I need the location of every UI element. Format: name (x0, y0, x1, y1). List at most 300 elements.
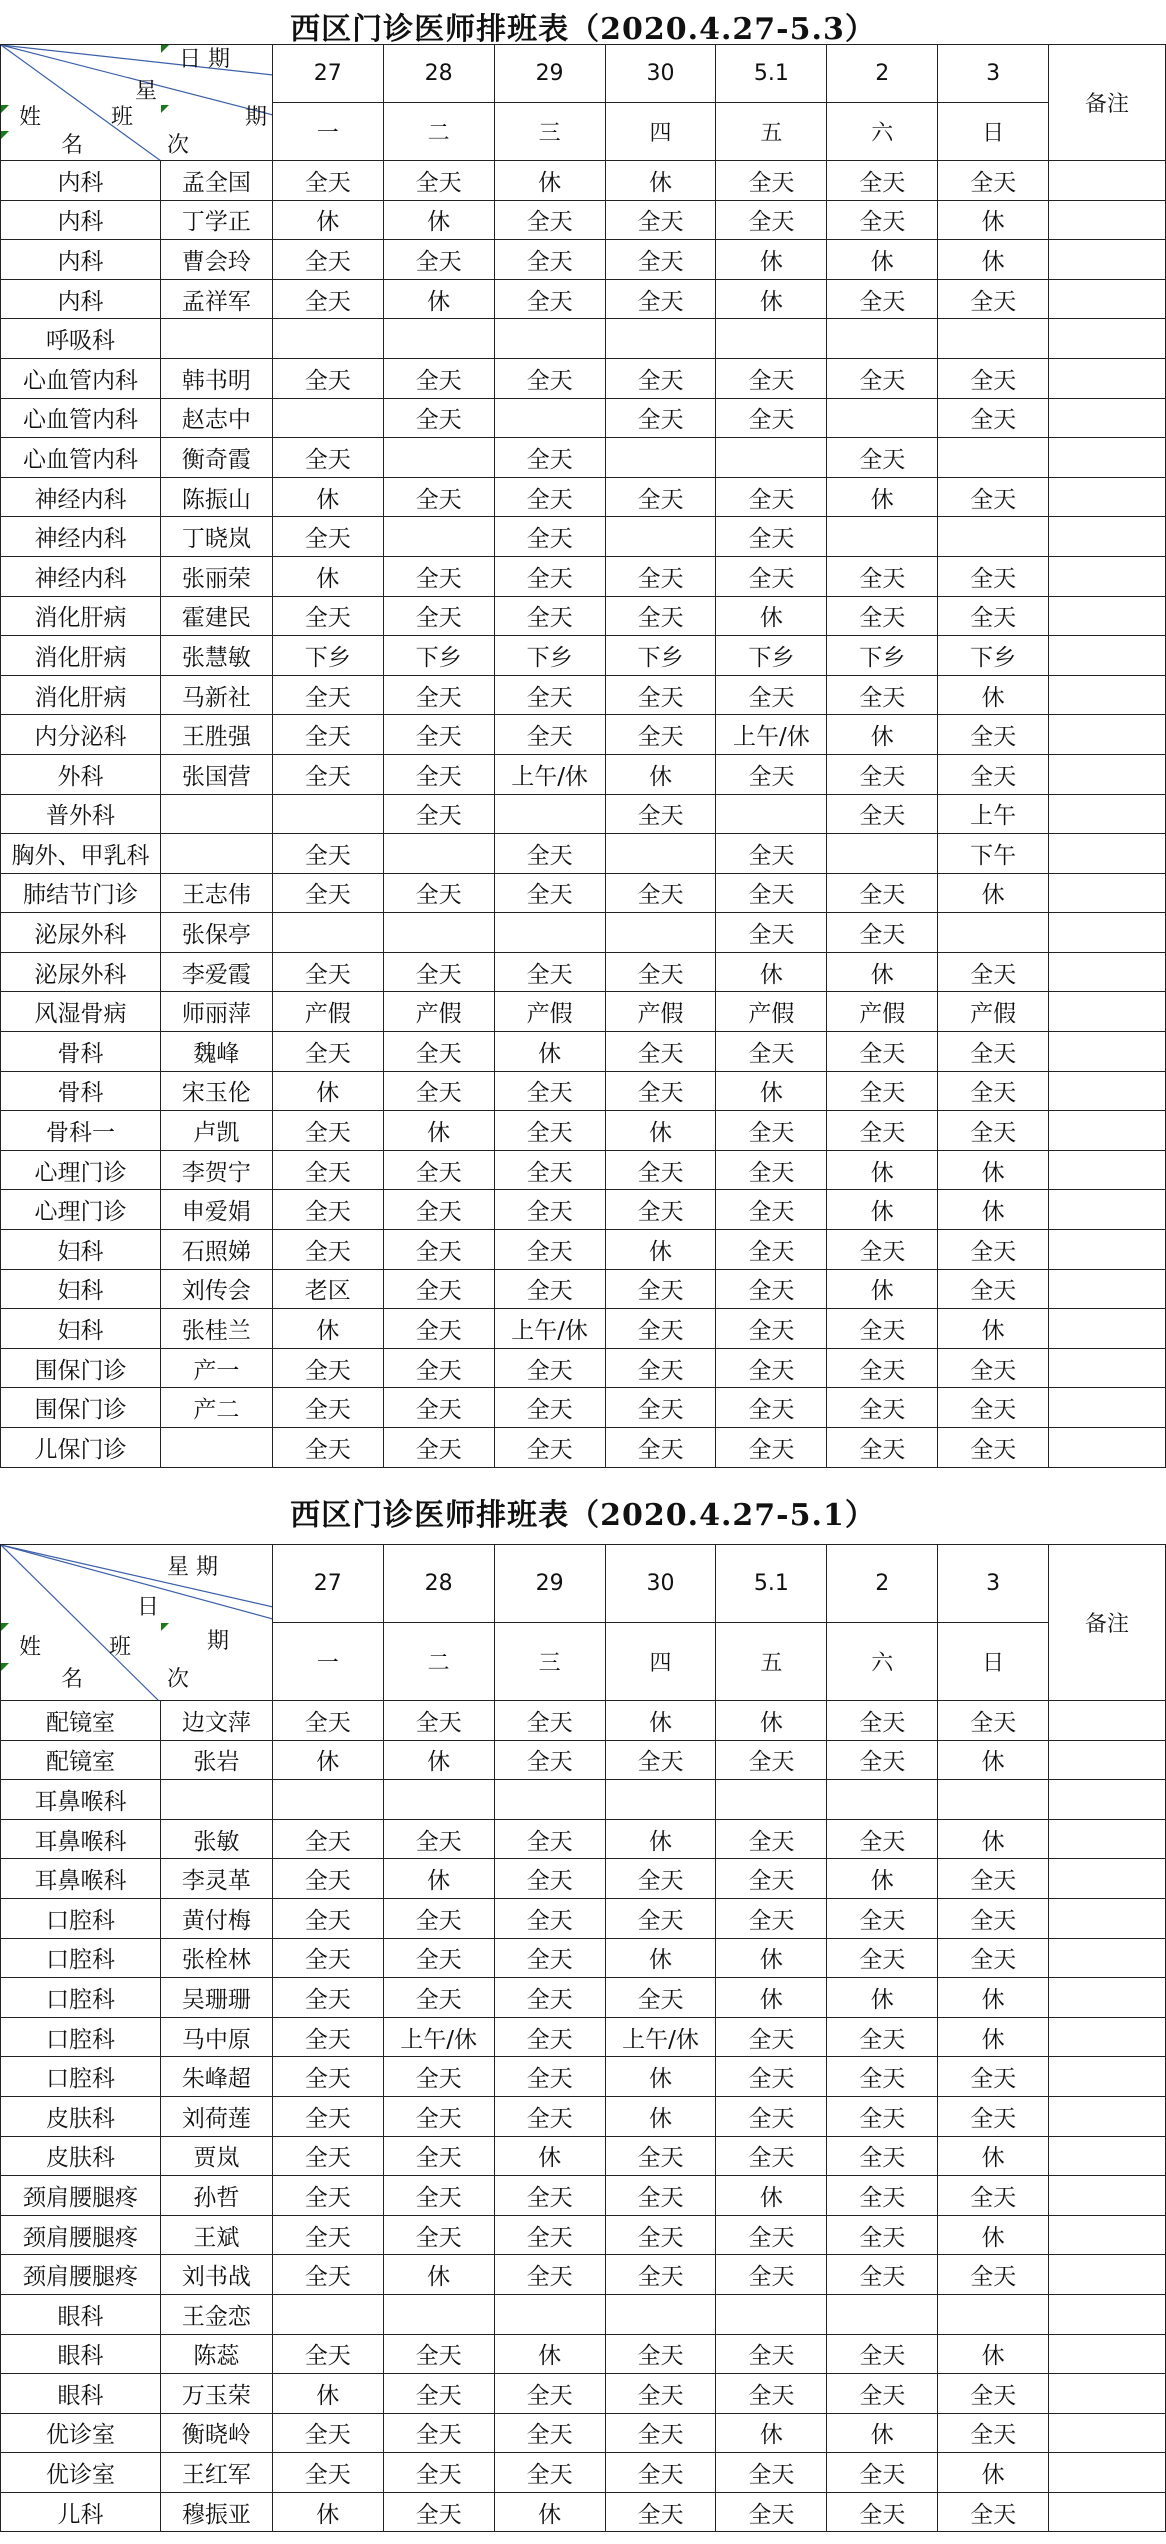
dept-cell: 耳鼻喉科 (1, 1859, 161, 1899)
date-cell: 28 (383, 1545, 494, 1623)
weekday-cell: 四 (605, 1623, 716, 1701)
shift-cell: 全天 (383, 754, 494, 794)
weekday-cell: 三 (494, 103, 605, 161)
shift-cell: 全天 (938, 477, 1049, 517)
shift-cell: 全天 (272, 1150, 383, 1190)
shift-cell: 全天 (827, 1898, 938, 1938)
doctor-name-cell: 孙哲 (160, 2176, 272, 2216)
note-cell (1049, 556, 1166, 596)
table-row (1, 517, 1166, 557)
shift-cell: 全天 (605, 873, 716, 913)
shift-cell: 休 (272, 477, 383, 517)
shift-cell: 全天 (827, 794, 938, 834)
shift-cell: 全天 (494, 2057, 605, 2097)
shift-cell: 全天 (827, 1230, 938, 1270)
corner-week-label: 期 (245, 105, 268, 130)
doctor-name-cell: 丁学正 (160, 200, 272, 240)
shift-cell (272, 319, 383, 359)
shift-cell: 休 (938, 200, 1049, 240)
shift-cell (383, 1780, 494, 1820)
shift-cell: 全天 (383, 1428, 494, 1468)
note-cell (1049, 1819, 1166, 1859)
shift-cell: 全天 (827, 1740, 938, 1780)
shift-cell: 全天 (383, 715, 494, 755)
table1-corner-header (1, 45, 273, 161)
shift-cell: 全天 (605, 1348, 716, 1388)
shift-cell: 全天 (938, 358, 1049, 398)
shift-cell: 休 (272, 1309, 383, 1349)
shift-cell: 全天 (716, 358, 827, 398)
shift-cell: 休 (383, 1740, 494, 1780)
shift-cell (272, 794, 383, 834)
corner-week-label: 期 (207, 1629, 230, 1654)
dept-cell: 消化肝病 (1, 675, 161, 715)
shift-cell (605, 319, 716, 359)
shift-cell: 全天 (716, 1348, 827, 1388)
shift-cell: 全天 (494, 1740, 605, 1780)
note-cell (1049, 1740, 1166, 1780)
dept-cell: 心血管内科 (1, 438, 161, 478)
doctor-name-cell: 王金恋 (160, 2294, 272, 2334)
shift-cell (938, 517, 1049, 557)
corner-name-label-2: 名 (61, 1667, 84, 1692)
shift-cell: 全天 (827, 2492, 938, 2532)
shift-cell: 全天 (716, 2017, 827, 2057)
dept-cell: 内科 (1, 200, 161, 240)
dept-cell: 呼吸科 (1, 319, 161, 359)
shift-cell (494, 2294, 605, 2334)
shift-cell (716, 319, 827, 359)
shift-cell: 全天 (605, 1309, 716, 1349)
shift-cell: 休 (938, 1190, 1049, 1230)
doctor-name-cell: 王斌 (160, 2215, 272, 2255)
dept-cell: 内科 (1, 240, 161, 280)
table-row (1, 2057, 1166, 2097)
shift-cell: 全天 (272, 279, 383, 319)
doctor-name-cell: 张丽荣 (160, 556, 272, 596)
shift-cell: 全天 (494, 1230, 605, 1270)
note-cell (1049, 161, 1166, 201)
corner-shift-label-2: 次 (167, 1667, 190, 1692)
dept-cell: 外科 (1, 754, 161, 794)
table-row (1, 2215, 1166, 2255)
table-row (1, 438, 1166, 478)
shift-cell: 全天 (605, 398, 716, 438)
corner-star-label: 星 (135, 79, 158, 104)
shift-cell (827, 834, 938, 874)
dept-cell: 儿科 (1, 2492, 161, 2532)
note-cell (1049, 319, 1166, 359)
shift-cell: 休 (827, 2413, 938, 2453)
shift-cell: 全天 (383, 1309, 494, 1349)
shift-cell: 休 (827, 240, 938, 280)
shift-cell: 全天 (494, 517, 605, 557)
shift-cell: 休 (383, 1111, 494, 1151)
table-row (1, 2096, 1166, 2136)
shift-cell: 全天 (938, 1071, 1049, 1111)
shift-cell: 全天 (605, 2492, 716, 2532)
shift-cell: 全天 (716, 2492, 827, 2532)
shift-cell: 全天 (494, 240, 605, 280)
shift-cell: 全天 (716, 834, 827, 874)
date-cell: 5.1 (716, 45, 827, 103)
note-cell (1049, 2136, 1166, 2176)
note-cell (1049, 1859, 1166, 1899)
note-cell (1049, 438, 1166, 478)
shift-cell: 全天 (827, 2374, 938, 2414)
shift-cell: 休 (716, 2413, 827, 2453)
shift-cell (494, 794, 605, 834)
table-row (1, 319, 1166, 359)
shift-cell: 全天 (272, 2255, 383, 2295)
shift-cell: 全天 (383, 2453, 494, 2493)
shift-cell: 全天 (605, 477, 716, 517)
shift-cell: 全天 (494, 279, 605, 319)
shift-cell: 全天 (938, 715, 1049, 755)
note-cell (1049, 834, 1166, 874)
weekday-cell: 六 (827, 1623, 938, 1701)
shift-cell: 全天 (494, 952, 605, 992)
shift-cell: 全天 (605, 952, 716, 992)
shift-cell: 全天 (272, 2176, 383, 2216)
doctor-name-cell: 孟祥军 (160, 279, 272, 319)
shift-cell: 全天 (494, 2374, 605, 2414)
shift-cell: 全天 (272, 358, 383, 398)
shift-cell (272, 1780, 383, 1820)
shift-cell: 全天 (605, 2413, 716, 2453)
shift-cell (827, 398, 938, 438)
shift-cell: 全天 (938, 1938, 1049, 1978)
dept-cell: 风湿骨病 (1, 992, 161, 1032)
dept-cell: 神经内科 (1, 477, 161, 517)
shift-cell: 全天 (716, 161, 827, 201)
doctor-name-cell: 刘书战 (160, 2255, 272, 2295)
shift-cell: 全天 (605, 2334, 716, 2374)
shift-cell: 全天 (494, 1111, 605, 1151)
shift-cell (938, 2294, 1049, 2334)
dept-cell: 耳鼻喉科 (1, 1780, 161, 1820)
doctor-name-cell: 张慧敏 (160, 636, 272, 676)
shift-cell: 全天 (494, 1428, 605, 1468)
shift-cell: 全天 (383, 1269, 494, 1309)
dept-cell: 心血管内科 (1, 358, 161, 398)
dept-cell: 眼科 (1, 2374, 161, 2414)
shift-cell: 全天 (272, 1859, 383, 1899)
shift-cell: 休 (938, 2017, 1049, 2057)
shift-cell: 休 (716, 952, 827, 992)
shift-cell: 全天 (605, 358, 716, 398)
shift-cell: 全天 (605, 200, 716, 240)
table-row (1, 556, 1166, 596)
table-row (1, 2136, 1166, 2176)
dept-cell: 骨科一 (1, 1111, 161, 1151)
shift-cell: 全天 (494, 2017, 605, 2057)
dept-cell: 神经内科 (1, 517, 161, 557)
shift-cell: 休 (605, 2057, 716, 2097)
shift-cell: 休 (938, 2136, 1049, 2176)
table-row (1, 873, 1166, 913)
shift-cell: 全天 (494, 358, 605, 398)
shift-cell: 上午/休 (383, 2017, 494, 2057)
doctor-name-cell: 产一 (160, 1348, 272, 1388)
date-cell: 29 (494, 1545, 605, 1623)
shift-cell: 全天 (494, 675, 605, 715)
shift-cell: 全天 (383, 952, 494, 992)
shift-cell: 全天 (605, 240, 716, 280)
shift-cell: 下乡 (827, 636, 938, 676)
table-row (1, 2492, 1166, 2532)
shift-cell: 全天 (272, 2136, 383, 2176)
note-cell (1049, 794, 1166, 834)
shift-cell: 全天 (827, 913, 938, 953)
dept-cell: 肺结节门诊 (1, 873, 161, 913)
shift-cell: 全天 (272, 675, 383, 715)
doctor-name-cell: 魏峰 (160, 1032, 272, 1072)
shift-cell: 全天 (494, 1859, 605, 1899)
shift-cell: 全天 (605, 1269, 716, 1309)
shift-cell: 全天 (716, 2334, 827, 2374)
dept-cell: 泌尿外科 (1, 952, 161, 992)
shift-cell: 全天 (272, 1819, 383, 1859)
shift-cell: 全天 (272, 1111, 383, 1151)
shift-cell: 全天 (938, 754, 1049, 794)
shift-cell: 休 (605, 1938, 716, 1978)
shift-cell: 全天 (938, 1898, 1049, 1938)
doctor-name-cell (160, 1428, 272, 1468)
table2-title: 西区门诊医师排班表（2020.4.27-5.1） (290, 1498, 876, 1533)
date-cell: 2 (827, 1545, 938, 1623)
shift-cell: 全天 (716, 2374, 827, 2414)
shift-cell: 全天 (494, 2255, 605, 2295)
shift-cell: 休 (716, 1071, 827, 1111)
shift-cell: 休 (605, 161, 716, 201)
table-row (1, 1348, 1166, 1388)
shift-cell: 全天 (716, 1859, 827, 1899)
shift-cell: 休 (272, 556, 383, 596)
table-row (1, 1111, 1166, 1151)
shift-cell: 全天 (938, 279, 1049, 319)
dept-cell: 内科 (1, 161, 161, 201)
shift-cell: 全天 (716, 2136, 827, 2176)
table-row (1, 161, 1166, 201)
table-row (1, 794, 1166, 834)
dept-cell: 妇科 (1, 1230, 161, 1270)
shift-cell: 休 (272, 2374, 383, 2414)
table-row (1, 1780, 1166, 1820)
shift-cell: 休 (716, 240, 827, 280)
note-cell (1049, 1938, 1166, 1978)
shift-cell: 全天 (494, 477, 605, 517)
shift-cell: 休 (716, 2176, 827, 2216)
shift-cell: 全天 (494, 1819, 605, 1859)
dept-cell: 口腔科 (1, 2017, 161, 2057)
note-cell (1049, 1388, 1166, 1428)
shift-cell: 全天 (716, 1428, 827, 1468)
doctor-name-cell: 万玉荣 (160, 2374, 272, 2414)
shift-cell (383, 834, 494, 874)
table-row (1, 1978, 1166, 2018)
shift-cell: 全天 (272, 2453, 383, 2493)
dept-cell: 口腔科 (1, 1938, 161, 1978)
shift-cell: 全天 (272, 1898, 383, 1938)
shift-cell: 全天 (383, 2413, 494, 2453)
dept-cell: 配镜室 (1, 1740, 161, 1780)
shift-cell: 全天 (716, 1111, 827, 1151)
shift-cell: 全天 (716, 1032, 827, 1072)
shift-cell: 休 (272, 1740, 383, 1780)
doctor-name-cell: 韩书明 (160, 358, 272, 398)
shift-cell: 产假 (938, 992, 1049, 1032)
shift-cell: 休 (938, 873, 1049, 913)
date-cell: 29 (494, 45, 605, 103)
note-cell (1049, 1780, 1166, 1820)
dept-cell: 骨科 (1, 1071, 161, 1111)
corner-name-label-2: 名 (61, 133, 84, 158)
shift-cell: 下乡 (605, 636, 716, 676)
shift-cell: 全天 (716, 1898, 827, 1938)
weekday-cell: 六 (827, 103, 938, 161)
shift-cell: 全天 (383, 2492, 494, 2532)
corner-shift-label-2: 次 (167, 133, 190, 158)
shift-cell: 全天 (827, 2453, 938, 2493)
doctor-name-cell: 霍建民 (160, 596, 272, 636)
shift-cell: 上午/休 (494, 1309, 605, 1349)
shift-cell: 全天 (938, 2374, 1049, 2414)
doctor-name-cell: 石照娣 (160, 1230, 272, 1270)
schedule-table-1 (0, 44, 1166, 1468)
shift-cell: 全天 (716, 1230, 827, 1270)
shift-cell: 全天 (827, 2057, 938, 2097)
table-row (1, 1859, 1166, 1899)
shift-cell: 全天 (494, 1348, 605, 1388)
shift-cell: 休 (827, 715, 938, 755)
shift-cell: 全天 (605, 1071, 716, 1111)
shift-cell: 上午/休 (494, 754, 605, 794)
weekday-cell: 五 (716, 1623, 827, 1701)
dept-cell: 妇科 (1, 1309, 161, 1349)
shift-cell (494, 913, 605, 953)
shift-cell: 休 (827, 1150, 938, 1190)
doctor-name-cell: 陈振山 (160, 477, 272, 517)
note-cell (1049, 754, 1166, 794)
table-row (1, 200, 1166, 240)
shift-cell: 休 (938, 1150, 1049, 1190)
note-cell (1049, 517, 1166, 557)
shift-cell: 全天 (383, 1898, 494, 1938)
shift-cell: 全天 (383, 873, 494, 913)
doctor-name-cell (160, 794, 272, 834)
dept-cell: 普外科 (1, 794, 161, 834)
note-cell (1049, 200, 1166, 240)
dept-cell: 口腔科 (1, 1978, 161, 2018)
note-cell (1049, 2294, 1166, 2334)
doctor-name-cell: 王红军 (160, 2453, 272, 2493)
dept-cell: 优诊室 (1, 2413, 161, 2453)
shift-cell: 全天 (494, 2215, 605, 2255)
note-cell (1049, 1032, 1166, 1072)
shift-cell: 全天 (827, 438, 938, 478)
shift-cell: 全天 (494, 2453, 605, 2493)
shift-cell (494, 1780, 605, 1820)
note-cell (1049, 675, 1166, 715)
shift-cell: 下乡 (272, 636, 383, 676)
shift-cell: 全天 (272, 2057, 383, 2097)
shift-cell: 全天 (938, 952, 1049, 992)
shift-cell: 全天 (827, 1032, 938, 1072)
shift-cell: 休 (716, 279, 827, 319)
shift-cell: 全天 (494, 1388, 605, 1428)
shift-cell: 全天 (605, 1150, 716, 1190)
table-row (1, 2294, 1166, 2334)
shift-cell: 全天 (272, 1032, 383, 1072)
dept-cell: 皮肤科 (1, 2136, 161, 2176)
note-cell (1049, 2096, 1166, 2136)
dept-cell: 配镜室 (1, 1701, 161, 1741)
shift-cell: 全天 (716, 675, 827, 715)
schedule-table-2 (0, 1544, 1166, 2532)
dept-cell: 骨科 (1, 1032, 161, 1072)
shift-cell (383, 2294, 494, 2334)
note-cell (1049, 596, 1166, 636)
weekday-cell: 一 (272, 1623, 383, 1701)
shift-cell: 全天 (383, 161, 494, 201)
doctor-name-cell: 卢凯 (160, 1111, 272, 1151)
note-cell (1049, 992, 1166, 1032)
doctor-name-cell: 师丽萍 (160, 992, 272, 1032)
shift-cell: 休 (938, 1309, 1049, 1349)
shift-cell: 全天 (938, 1859, 1049, 1899)
dept-cell: 心理门诊 (1, 1190, 161, 1230)
shift-cell (716, 794, 827, 834)
shift-cell (383, 517, 494, 557)
corner-name-label-1: 姓 (19, 105, 42, 130)
shift-cell: 全天 (716, 2096, 827, 2136)
shift-cell: 上午/休 (605, 2017, 716, 2057)
doctor-name-cell: 穆振亚 (160, 2492, 272, 2532)
shift-cell: 全天 (827, 556, 938, 596)
shift-cell: 全天 (938, 398, 1049, 438)
weekday-cell: 四 (605, 103, 716, 161)
table-row (1, 477, 1166, 517)
dept-cell: 围保门诊 (1, 1388, 161, 1428)
shift-cell: 全天 (272, 2017, 383, 2057)
shift-cell: 全天 (827, 1309, 938, 1349)
shift-cell: 全天 (494, 596, 605, 636)
shift-cell: 全天 (272, 1230, 383, 1270)
shift-cell: 全天 (383, 1938, 494, 1978)
weekday-cell: 二 (383, 103, 494, 161)
shift-cell (938, 1780, 1049, 1820)
dept-cell: 口腔科 (1, 2057, 161, 2097)
shift-cell: 全天 (272, 1938, 383, 1978)
shift-cell: 休 (827, 1190, 938, 1230)
shift-cell: 休 (938, 2453, 1049, 2493)
shift-cell: 全天 (383, 358, 494, 398)
shift-cell: 全天 (272, 834, 383, 874)
shift-cell: 休 (605, 1111, 716, 1151)
shift-cell: 休 (827, 1269, 938, 1309)
shift-cell: 全天 (383, 596, 494, 636)
table-row (1, 358, 1166, 398)
shift-cell: 全天 (716, 1309, 827, 1349)
shift-cell: 全天 (716, 913, 827, 953)
note-cell (1049, 1071, 1166, 1111)
shift-cell: 产假 (383, 992, 494, 1032)
shift-cell: 全天 (272, 2215, 383, 2255)
shift-cell: 全天 (272, 596, 383, 636)
shift-cell: 全天 (383, 794, 494, 834)
note-cell (1049, 358, 1166, 398)
